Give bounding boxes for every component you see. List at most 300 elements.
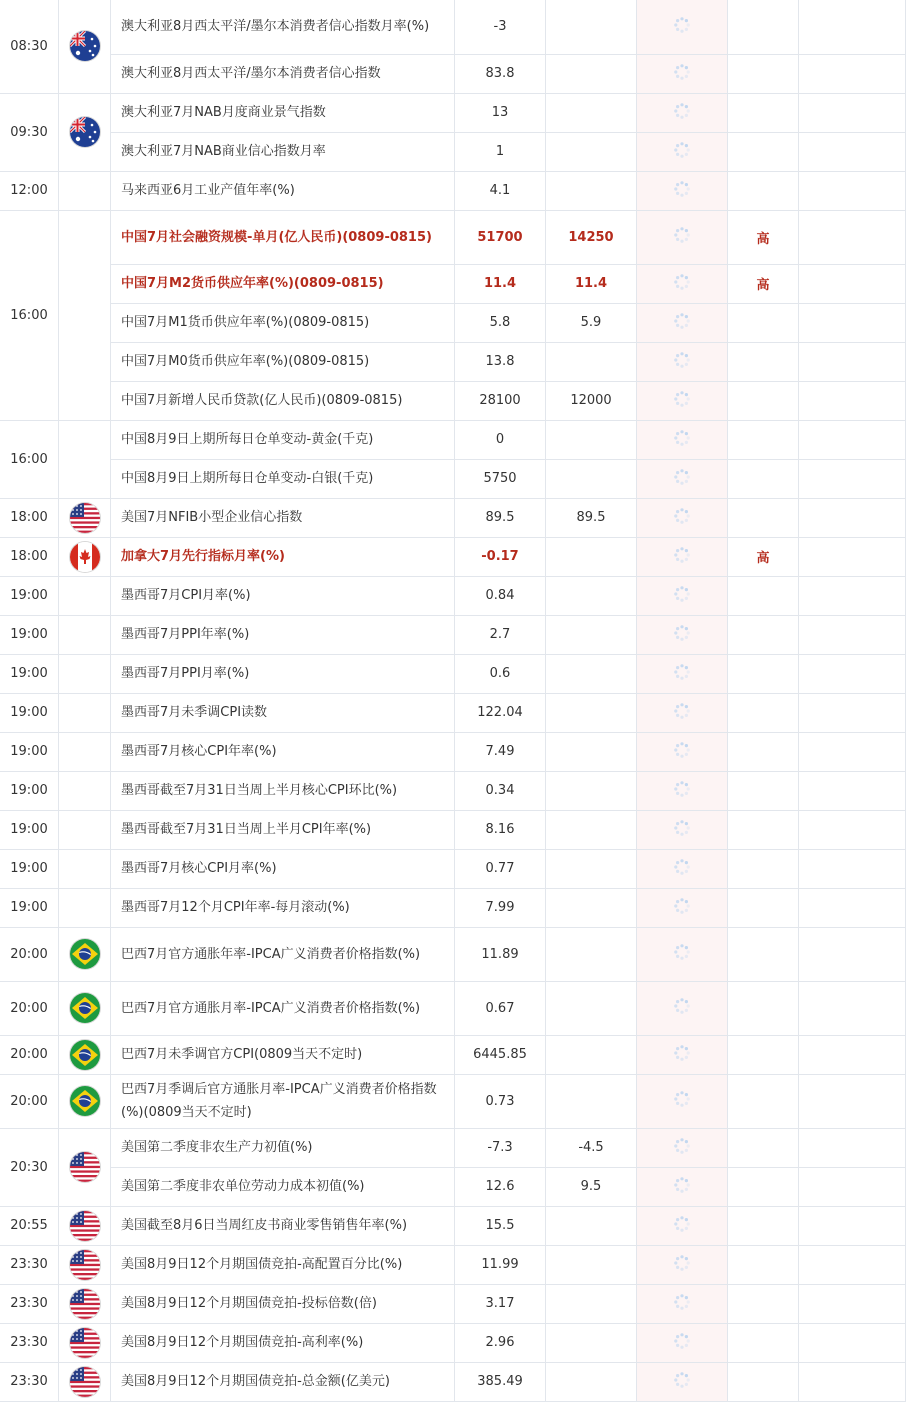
table-row[interactable] [0,1128,906,1167]
extra-column [799,210,906,264]
forecast-value [546,0,637,54]
table-row[interactable] [0,1074,906,1128]
event-name[interactable]: 墨西哥7月PPI年率(%) [111,615,455,654]
importance-label: 高 [728,537,799,576]
previous-value: 0.73 [455,1074,546,1128]
importance-label [728,654,799,693]
event-name[interactable]: 巴西7月官方通胀年率-IPCA广义消费者价格指数(%) [111,927,455,981]
event-name[interactable]: 中国7月M1货币供应年率(%)(0809-0815) [111,303,455,342]
previous-value: 0.6 [455,654,546,693]
extra-column [799,0,906,54]
event-name[interactable]: 中国7月M2货币供应年率(%)(0809-0815) [111,264,455,303]
country-flag-cell [59,1362,111,1401]
previous-value: 3.17 [455,1284,546,1323]
actual-value [637,1284,728,1323]
event-name[interactable]: 澳大利亚7月NAB月度商业景气指数 [111,93,455,132]
extra-column [799,54,906,93]
table-row[interactable] [0,771,906,810]
country-flag-cell [59,1245,111,1284]
previous-value: 11.4 [455,264,546,303]
loading-spinner-icon [673,546,691,568]
loading-spinner-icon [673,1371,691,1393]
table-row[interactable] [0,981,906,1035]
table-row[interactable] [0,927,906,981]
extra-column [799,1128,906,1167]
event-time: 19:00 [0,654,59,693]
previous-value: 2.96 [455,1323,546,1362]
table-row[interactable] [0,1362,906,1401]
event-time: 20:55 [0,1206,59,1245]
previous-value: 0 [455,420,546,459]
event-time: 08:30 [0,0,59,93]
loading-spinner-icon [673,390,691,412]
event-time: 19:00 [0,732,59,771]
previous-value: 15.5 [455,1206,546,1245]
extra-column [799,849,906,888]
loading-spinner-icon [673,897,691,919]
forecast-value [546,537,637,576]
importance-label [728,1362,799,1401]
loading-spinner-icon [673,1254,691,1276]
event-name[interactable]: 澳大利亚8月西太平洋/墨尔本消费者信心指数 [111,54,455,93]
table-row[interactable] [0,1323,906,1362]
table-row[interactable] [0,0,906,54]
actual-value [637,498,728,537]
actual-value [637,93,728,132]
forecast-value [546,927,637,981]
extra-column [799,537,906,576]
forecast-value [546,849,637,888]
loading-spinner-icon [673,819,691,841]
forecast-value [546,771,637,810]
loading-spinner-icon [673,585,691,607]
table-row[interactable] [0,420,906,459]
event-name[interactable]: 澳大利亚7月NAB商业信心指数月率 [111,132,455,171]
table-row[interactable] [0,654,906,693]
loading-spinner-icon [673,507,691,529]
loading-spinner-icon [673,780,691,802]
forecast-value [546,342,637,381]
actual-value [637,132,728,171]
loading-spinner-icon [673,1044,691,1066]
event-name[interactable]: 墨西哥7月核心CPI月率(%) [111,849,455,888]
previous-value: 0.84 [455,576,546,615]
event-name[interactable]: 墨西哥7月核心CPI年率(%) [111,732,455,771]
actual-value [637,981,728,1035]
event-time: 16:00 [0,420,59,498]
table-row[interactable] [0,1284,906,1323]
event-name[interactable]: 美国第二季度非农单位劳动力成本初值(%) [111,1167,455,1206]
event-name[interactable]: 澳大利亚8月西太平洋/墨尔本消费者信心指数月率(%) [111,0,455,54]
extra-column [799,459,906,498]
loading-spinner-icon [673,16,691,38]
forecast-value [546,732,637,771]
canada-flag-icon [70,542,100,572]
country-flag-cell [59,1323,111,1362]
event-time: 23:30 [0,1362,59,1401]
loading-spinner-icon [673,1293,691,1315]
importance-label [728,732,799,771]
loading-spinner-icon [673,624,691,646]
country-flag-cell [59,1035,111,1074]
country-flag-cell [59,981,111,1035]
brazil-flag-icon [70,1086,100,1116]
table-row[interactable] [0,849,906,888]
actual-value [637,303,728,342]
table-row[interactable] [0,1035,906,1074]
loading-spinner-icon [673,468,691,490]
loading-spinner-icon [673,1137,691,1159]
actual-value [637,1323,728,1362]
previous-value: 0.67 [455,981,546,1035]
event-time: 20:00 [0,981,59,1035]
country-flag-cell [59,732,111,771]
forecast-value [546,693,637,732]
forecast-value [546,654,637,693]
importance-label [728,0,799,54]
actual-value [637,1167,728,1206]
importance-label [728,1074,799,1128]
loading-spinner-icon [673,858,691,880]
extra-column [799,732,906,771]
actual-value [637,420,728,459]
table-row[interactable] [0,1245,906,1284]
extra-column [799,1074,906,1128]
table-row[interactable] [0,1167,906,1206]
event-name[interactable]: 中国7月新增人民币贷款(亿人民币)(0809-0815) [111,381,455,420]
country-flag-cell [59,849,111,888]
previous-value: 0.77 [455,849,546,888]
event-time: 16:00 [0,210,59,420]
extra-column [799,1323,906,1362]
event-name[interactable]: 巴西7月季调后官方通胀月率-IPCA广义消费者价格指数(%)(0809当天不定时) [111,1074,455,1128]
usa-flag-icon [70,1211,100,1241]
previous-value: 7.99 [455,888,546,927]
actual-value [637,342,728,381]
actual-value [637,54,728,93]
actual-value [637,171,728,210]
previous-value: 8.16 [455,810,546,849]
importance-label [728,576,799,615]
event-name[interactable]: 马来西亚6月工业产值年率(%) [111,171,455,210]
usa-flag-icon [70,1250,100,1280]
importance-label [728,615,799,654]
actual-value [637,1128,728,1167]
extra-column [799,771,906,810]
importance-label [728,849,799,888]
actual-value [637,1206,728,1245]
table-row[interactable] [0,459,906,498]
event-time: 23:30 [0,1323,59,1362]
loading-spinner-icon [673,943,691,965]
previous-value: 13 [455,93,546,132]
extra-column [799,132,906,171]
previous-value: 28100 [455,381,546,420]
brazil-flag-icon [70,939,100,969]
importance-label [728,888,799,927]
table-row[interactable] [0,171,906,210]
table-row[interactable] [0,54,906,93]
forecast-value [546,459,637,498]
country-flag-cell [59,537,111,576]
event-time: 18:00 [0,537,59,576]
event-name[interactable]: 墨西哥截至7月31日当周上半月CPI年率(%) [111,810,455,849]
forecast-value [546,1206,637,1245]
forecast-value [546,54,637,93]
forecast-value [546,1284,637,1323]
importance-label [728,1323,799,1362]
table-row[interactable] [0,888,906,927]
importance-label [728,1245,799,1284]
event-time: 20:00 [0,1074,59,1128]
event-name[interactable]: 美国8月9日12个月期国债竞拍-高利率(%) [111,1323,455,1362]
importance-label [728,498,799,537]
event-name[interactable]: 巴西7月未季调官方CPI(0809当天不定时) [111,1035,455,1074]
event-name[interactable]: 墨西哥7月未季调CPI读数 [111,693,455,732]
australia-flag-icon [70,117,100,147]
importance-label: 高 [728,210,799,264]
event-name[interactable]: 巴西7月官方通胀月率-IPCA广义消费者价格指数(%) [111,981,455,1035]
country-flag-cell [59,888,111,927]
table-row[interactable] [0,615,906,654]
event-name[interactable]: 中国7月社会融资规模-单月(亿人民币)(0809-0815) [111,210,455,264]
actual-value [637,0,728,54]
country-flag-cell [59,810,111,849]
previous-value: 2.7 [455,615,546,654]
loading-spinner-icon [673,226,691,248]
forecast-value [546,888,637,927]
event-name[interactable]: 墨西哥7月PPI月率(%) [111,654,455,693]
brazil-flag-icon [70,993,100,1023]
actual-value [637,459,728,498]
forecast-value: 12000 [546,381,637,420]
usa-flag-icon [70,1289,100,1319]
event-time: 19:00 [0,576,59,615]
event-name[interactable]: 墨西哥7月12个月CPI年率-每月滚动(%) [111,888,455,927]
loading-spinner-icon [673,1090,691,1112]
event-time: 19:00 [0,615,59,654]
forecast-value [546,171,637,210]
forecast-value: 89.5 [546,498,637,537]
event-name[interactable]: 墨西哥截至7月31日当周上半月核心CPI环比(%) [111,771,455,810]
extra-column [799,693,906,732]
country-flag-cell [59,576,111,615]
previous-value: 89.5 [455,498,546,537]
extra-column [799,1035,906,1074]
importance-label [728,381,799,420]
extra-column [799,264,906,303]
table-row[interactable] [0,1206,906,1245]
country-flag-cell [59,171,111,210]
actual-value [637,1362,728,1401]
event-time: 23:30 [0,1245,59,1284]
importance-label [728,459,799,498]
extra-column [799,342,906,381]
previous-value: 0.34 [455,771,546,810]
event-time: 18:00 [0,498,59,537]
previous-value: -0.17 [455,537,546,576]
importance-label [728,171,799,210]
previous-value: 385.49 [455,1362,546,1401]
australia-flag-icon [70,31,100,61]
event-time: 19:00 [0,810,59,849]
actual-value [637,771,728,810]
loading-spinner-icon [673,1215,691,1237]
actual-value [637,381,728,420]
extra-column [799,654,906,693]
table-row[interactable] [0,381,906,420]
table-row[interactable] [0,576,906,615]
country-flag-cell [59,615,111,654]
importance-label [728,93,799,132]
importance-label [728,693,799,732]
importance-label [728,303,799,342]
table-row[interactable] [0,264,906,303]
actual-value [637,1074,728,1128]
importance-label [728,810,799,849]
forecast-value [546,1323,637,1362]
previous-value: 1 [455,132,546,171]
forecast-value [546,576,637,615]
usa-flag-icon [70,1367,100,1397]
country-flag-cell [59,210,111,420]
actual-value [637,810,728,849]
usa-flag-icon [70,1328,100,1358]
event-name[interactable]: 美国截至8月6日当周红皮书商业零售销售年率(%) [111,1206,455,1245]
event-name[interactable]: 美国第二季度非农生产力初值(%) [111,1128,455,1167]
country-flag-cell [59,771,111,810]
importance-label [728,1167,799,1206]
extra-column [799,381,906,420]
event-time: 20:00 [0,1035,59,1074]
forecast-value [546,1074,637,1128]
event-time: 09:30 [0,93,59,171]
extra-column [799,1167,906,1206]
actual-value [637,888,728,927]
forecast-value [546,1035,637,1074]
previous-value: 4.1 [455,171,546,210]
event-time: 23:30 [0,1284,59,1323]
actual-value [637,264,728,303]
event-time: 19:00 [0,693,59,732]
loading-spinner-icon [673,997,691,1019]
brazil-flag-icon [70,1040,100,1070]
table-row[interactable] [0,342,906,381]
extra-column [799,303,906,342]
forecast-value [546,420,637,459]
country-flag-cell [59,0,111,93]
usa-flag-icon [70,503,100,533]
event-time: 20:00 [0,927,59,981]
loading-spinner-icon [673,741,691,763]
previous-value: 12.6 [455,1167,546,1206]
importance-label [728,420,799,459]
forecast-value: 14250 [546,210,637,264]
table-row[interactable] [0,303,906,342]
previous-value: 13.8 [455,342,546,381]
table-row[interactable] [0,498,906,537]
usa-flag-icon [70,1152,100,1182]
table-row[interactable] [0,132,906,171]
event-name[interactable]: 美国8月9日12个月期国债竞拍-总金额(亿美元) [111,1362,455,1401]
previous-value: 5750 [455,459,546,498]
country-flag-cell [59,693,111,732]
actual-value [637,1035,728,1074]
event-name[interactable]: 中国8月9日上期所每日仓单变动-黄金(千克) [111,420,455,459]
event-name[interactable]: 墨西哥7月CPI月率(%) [111,576,455,615]
forecast-value [546,981,637,1035]
extra-column [799,1362,906,1401]
previous-value: 83.8 [455,54,546,93]
forecast-value: -4.5 [546,1128,637,1167]
extra-column [799,498,906,537]
loading-spinner-icon [673,141,691,163]
actual-value [637,537,728,576]
previous-value: -7.3 [455,1128,546,1167]
previous-value: 122.04 [455,693,546,732]
forecast-value [546,1362,637,1401]
actual-value [637,576,728,615]
previous-value: 11.89 [455,927,546,981]
loading-spinner-icon [673,180,691,202]
event-name[interactable]: 美国8月9日12个月期国债竞拍-投标倍数(倍) [111,1284,455,1323]
loading-spinner-icon [673,63,691,85]
event-time: 19:00 [0,771,59,810]
event-name[interactable]: 美国8月9日12个月期国债竞拍-高配置百分比(%) [111,1245,455,1284]
loading-spinner-icon [673,273,691,295]
country-flag-cell [59,1128,111,1206]
table-row[interactable] [0,810,906,849]
event-name[interactable]: 中国7月M0货币供应年率(%)(0809-0815) [111,342,455,381]
extra-column [799,1245,906,1284]
extra-column [799,888,906,927]
actual-value [637,693,728,732]
table-row[interactable] [0,693,906,732]
forecast-value: 5.9 [546,303,637,342]
event-time: 19:00 [0,849,59,888]
extra-column [799,171,906,210]
importance-label [728,981,799,1035]
actual-value [637,732,728,771]
previous-value: 6445.85 [455,1035,546,1074]
event-name[interactable]: 加拿大7月先行指标月率(%) [111,537,455,576]
actual-value [637,615,728,654]
extra-column [799,981,906,1035]
loading-spinner-icon [673,429,691,451]
table-row[interactable] [0,537,906,576]
importance-label [728,132,799,171]
previous-value: -3 [455,0,546,54]
table-row[interactable] [0,210,906,264]
loading-spinner-icon [673,1332,691,1354]
country-flag-cell [59,420,111,498]
event-name[interactable]: 美国7月NFIB小型企业信心指数 [111,498,455,537]
forecast-value [546,615,637,654]
previous-value: 7.49 [455,732,546,771]
forecast-value [546,1245,637,1284]
extra-column [799,93,906,132]
loading-spinner-icon [673,102,691,124]
forecast-value [546,810,637,849]
forecast-value [546,93,637,132]
table-row[interactable] [0,93,906,132]
loading-spinner-icon [673,663,691,685]
table-row[interactable] [0,732,906,771]
event-name[interactable]: 中国8月9日上期所每日仓单变动-白银(千克) [111,459,455,498]
forecast-value: 9.5 [546,1167,637,1206]
extra-column [799,1206,906,1245]
previous-value: 11.99 [455,1245,546,1284]
